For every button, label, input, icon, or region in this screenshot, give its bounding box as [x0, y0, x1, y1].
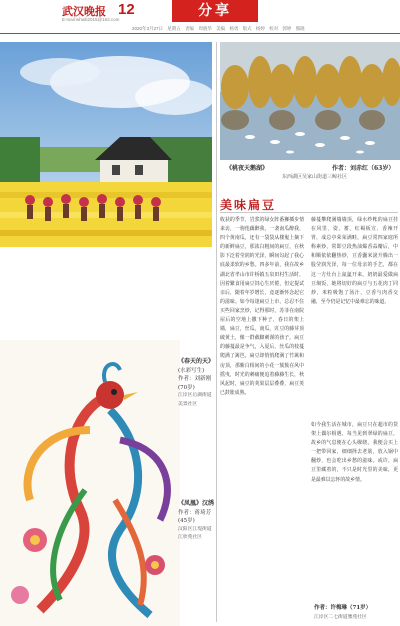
spring-painting-title: 《春天的天》	[178, 358, 215, 365]
article-col-1: 收获的季节，岩浆的绿女阵番狮插步情来访，一驹莲藕醉我，一袭南瓜醉我，四个黄南瓜，还有一袋袋从楼嵬上摘下的新鲜扁豆，那浓白粗间的扁豆，在秋影下泛着莹润的光泽，瞬间勾起了我心底最柔软的乡愁。四多年前，我在故乡湖北省孝山市许桥镇五泉田村生活时，因着繁食用扁豆饲心生厌倦，但定提试亲后，随着年岁增长，竟逐渐怀念起它的滋味。如今每逢扁豆上市，总忍不住买些回家烹炒，记得那时，苏菲在南院屋后的空地上撒下种子，春日的架上墙，扁豆，丝瓜，南瓜，豇豆的藤芽顶破黄土，像一群截脚刺谨的孩子。扁豆的藤蔓最是争气，入夏后，丝瓜的枝蔓爬满了篱笆，扁豆却悄悄爬满了竹篱和房顶，那紫白相间的小花一簇簇在风中摇曳，时光的刺痛便追着藤藤生长，秋风起时，扁豆的荚果层层叠叠，扁豆荚已鼓胀成熟。	[220, 217, 304, 396]
meta-art: 杨勇	[229, 26, 239, 31]
title-rule	[220, 212, 398, 213]
meta-label-art: 美编	[216, 26, 226, 31]
issue-meta	[132, 26, 308, 32]
photo-swan-lake	[220, 42, 400, 160]
spring-painting-affiliation: 江岸区后湖街道美景社区	[178, 393, 212, 407]
spring-painting-caption	[178, 358, 214, 409]
page-header	[0, 0, 400, 34]
photo-title: 《桃夜天鹅湖》	[226, 165, 269, 172]
section-tag: 分享	[172, 0, 258, 22]
article-author: 作者：许梅琳（71岁）	[314, 605, 372, 611]
article-title: 美味扁豆	[220, 198, 277, 212]
phoenix-title: 《凤凰》汉绣	[178, 500, 215, 507]
article-col-2: 藤蔓攀爬满墙墙顶，绿水纱帐的扁豆挂在风里，姿、蓄，红褐板宣，香辣开胃，成总亭荣荣满畦。扁豆常四家庭所称素炒，常即豆段热油爆香蒜瓣后，中和顺依依翻热炒，豆香囊米滚升腾出一股莹润光泽，每一位母亲的手艺，都在这一方灶台上氤氲开来。奶奶最爱做扁豆焖饭，她将切好的扁豆与五花肉丁同炒，米粒吸饱了汤汁，豆香与肉香交融，至今仍是记忆中最难忘的味道。	[311, 217, 398, 305]
painting-spring-village	[0, 42, 212, 247]
phoenix-affiliation: 汉阳区江堤街道江欣苑社区	[178, 526, 212, 540]
meta-proof-1: 郭婷	[282, 26, 292, 31]
painting-phoenix	[0, 340, 180, 626]
photo-affiliation: 东西湖区吴家山街道三鲸社区	[282, 174, 348, 180]
meta-layout: 杨婷	[255, 26, 265, 31]
page-number: 12	[118, 1, 135, 18]
meta-label-editor: 责编	[185, 26, 195, 31]
article-affiliation: 江岸区二七街道雅苑社区	[314, 615, 367, 620]
issue-weekday: 星期五	[167, 26, 181, 31]
newspaper-logo: 武汉晚报	[62, 5, 106, 18]
contact-email: E-mail:whwb2015@163.com	[62, 17, 120, 22]
meta-label-proof: 校对	[269, 26, 279, 31]
phoenix-author: 作者：蒋琦芳(45岁)	[178, 509, 212, 524]
phoenix-caption	[178, 500, 214, 543]
column-divider	[216, 42, 217, 622]
spring-painting-medium: (水彩写生)	[178, 367, 205, 374]
meta-editor: 周晓华	[198, 26, 212, 31]
issue-date: 2020年3月27日	[132, 26, 164, 31]
meta-proof-2: 熊晓	[295, 26, 305, 31]
photo-author: 作者：刘赤红（63岁）	[332, 165, 395, 172]
meta-label-layout: 版式	[242, 26, 252, 31]
spring-painting-author: 作者：刘新刚(70岁)	[178, 376, 212, 391]
article-col-3: 如今我生活在城市，扁豆只在超市的货架上偶尔相遇，每当见到翠绿的扁豆，故乡的气息便在心头缭绕。我便会买上一把带回家，细细择去老筋，放入锅中翻炒，也会吃出乡愁的滋味。或许，扁豆里藏着的，不只是时光里的美味，更是最难以忘怀的故乡情。	[311, 422, 398, 483]
